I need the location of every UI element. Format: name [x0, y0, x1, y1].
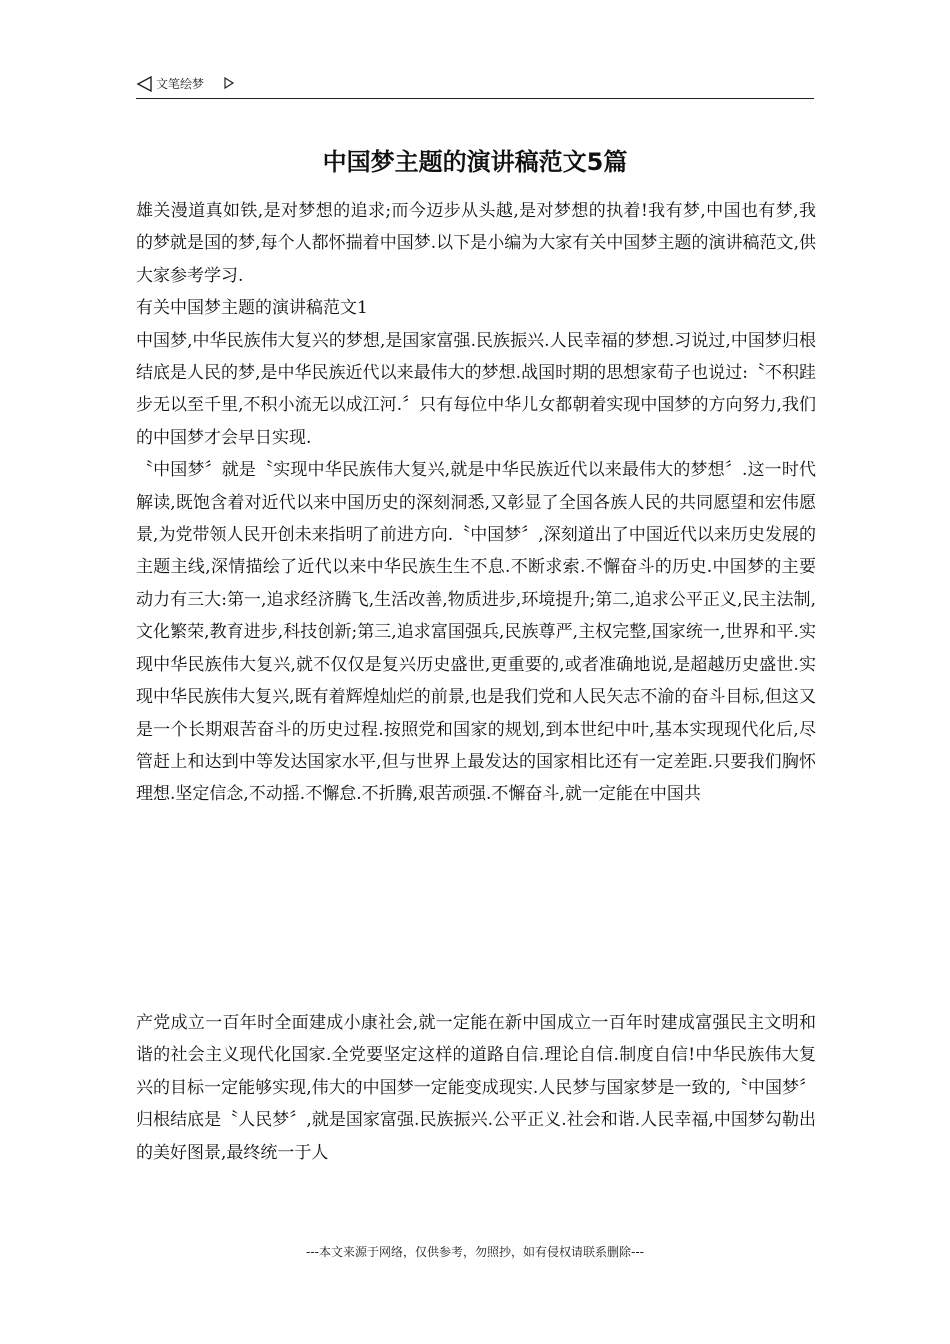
triangle-right-outline-icon [223, 76, 235, 90]
page2-body [136, 1007, 816, 1169]
body-paragraph: 中国梦,中华民族伟大复兴的梦想,是国家富强.民族振兴.人民幸福的梦想.习说过,中国梦归根结底是人民的梦,是中华民族近代以来最伟大的梦想.战国时期的思想家荀子也说过:〝不积跬步无以至千里,不积小流无以成江河.〞只有每位中华儿女都朝着实现中国梦的方向努力,我们的中国梦才会早日实现. [136, 330, 816, 448]
triangle-left-outline-icon [136, 75, 154, 93]
body-paragraph: 产党成立一百年时全面建成小康社会,就一定能在新中国成立一百年时建成富强民主文明和谐的社会主义现代化国家.全党要坚定这样的道路自信.理论自信.制度自信!中华民族伟大复兴的目标一定能够实现,伟大的中国梦一定能变成现实.人民梦与国家梦是一致的,〝中国梦〞归根结底是〝人民梦〞,就是国家富强.民族振兴.公平正义.社会和谐.人民幸福,中国梦勾勒出的美好图景,最终统一于人 [136, 1013, 816, 1163]
page1-body [136, 195, 816, 811]
page-footer: ---本文来源于网络，仅供参考，勿照抄，如有侵权请联系删除--- [306, 1245, 644, 1259]
document-title: 中国梦主题的演讲稿范文5篇 [322, 148, 628, 176]
section-heading: 有关中国梦主题的演讲稿范文1 [136, 298, 368, 319]
page-header [136, 72, 814, 99]
intro-paragraph: 雄关漫道真如铁,是对梦想的追求;而今迈步从头越,是对梦想的执着!我有梦,中国也有梦,我的梦就是国的梦,每个人都怀揣着中国梦.以下是小编为大家有关中国梦主题的演讲稿范文,供大家参考学习. [136, 201, 816, 286]
header-brand: 文笔绘梦 [156, 77, 205, 91]
body-paragraph: 〝中国梦〞就是〝实现中华民族伟大复兴,就是中华民族近代以来最伟大的梦想〞.这一时代解读,既饱含着对近代以来中国历史的深刻洞悉,又彰显了全国各族人民的共同愿望和宏伟愿景,为党带领人民开创未来指明了前进方向.〝中国梦〞,深刻道出了中国近代以来历史发展的主题主线,深情描绘了近代以来中华民族生生不息.不断求索.不懈奋斗的历史.中国梦的主要动力有三大:第一,追求经济腾飞,生活改善,物质进步,环境提升;第二,追求公平正义,民主法制,文化繁荣,教育进步,科技创新;第三,追求富国强兵,民族尊严,主权完整,国家统一,世界和平.实现中华民族伟大复兴,就不仅仅是复兴历史盛世,更重要的,或者准确地说,是超越历史盛世.实现中华民族伟大复兴,既有着辉煌灿烂的前景,也是我们党和人民矢志不渝的奋斗目标,但这又是一个长期艰苦奋斗的历史过程.按照党和国家的规划,到本世纪中叶,基本实现现代化后,尽管赶上和达到中等发达国家水平,但与世界上最发达的国家相比还有一定差距.只要我们胸怀理想.坚定信念,不动摇.不懈怠.不折腾,艰苦顽强.不懈奋斗,就一定能在中国共 [136, 460, 816, 805]
